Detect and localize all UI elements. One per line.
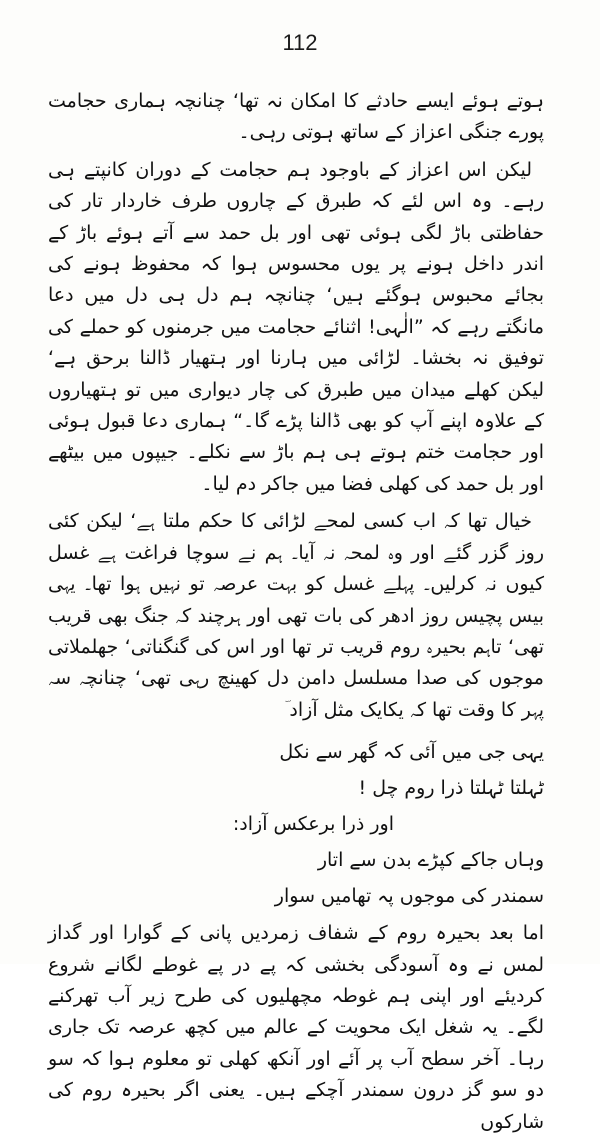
verse-block [48, 734, 544, 914]
page-body [48, 86, 544, 1144]
paragraph-3: خیال تھا کہ اب کسی لمحے لڑائی کا حکم ملتا ہے‘ لیکن کئی روز گزر گئے اور وہ لمحہ نہ آیا۔ ہم نے سوچا فراغت ہے غسل کیوں نہ کرلیں۔ پہلے غسل کو بہت عرصہ تو نہیں ہوا تھا۔ یہی بیس پچیس روز ادھر کی بات تھی اور ہرچند کہ جنگ بھی قریب تھی‘ تاہم بحیرہ روم قریب تر تھا اور اس کی گنگناتی‘ جھلملاتی موجوں کی صدا مسلسل دامن دل کھینچ رہی تھی‘ چنانچہ سہ پہر کا وقت تھا کہ یکایک مثل آزاد ؔ [48, 510, 544, 721]
verse-line-1: یہی جی میں آئی کہ گھر سے نکل [279, 741, 544, 764]
verse-intro: اور ذرا برعکس آزاد: [232, 813, 394, 836]
verse-line-3: وہاں جاکے کپڑے بدن سے اتار [317, 849, 544, 872]
verse-line-2: ٹہلتا ٹہلتا ذرا روم چل ! [358, 777, 544, 800]
closing-paragraph: اما بعد بحیرہ روم کے شفاف زمردیں پانی کے گوارا اور گداز لمس نے وہ آسودگی بخشی کہ پے در پے غوطے لگانے شروع کردیئے اور اپنی ہم غوطہ مچھلیوں کی طرح زیر آب تھرکنے لگے۔ یہ شغل ایک محویت کے عالم میں کچھ عرصہ تک جاری رہا۔ آخر سطح آب پر آئے اور آنکھ کھلی تو معلوم ہوا کہ سو دو سو گز درون سمندر آچکے ہیں۔ یعنی اگر بحیرہ روم کی شارکوں [48, 922, 544, 1133]
paragraph-2: لیکن اس اعزاز کے باوجود ہم حجامت کے دوران کانپتے ہی رہے۔ وہ اس لئے کہ طبرق کے چاروں طرف خاردار تار کی حفاظتی باڑ لگی ہوئی تھی اور بل حمد سے آتے ہوئے باڑ کے اندر داخل ہونے پر یوں محسوس ہوا کہ محفوظ ہونے کی بجائے محبوس ہوگئے ہیں‘ چنانچہ ہم دل ہی دل میں دعا مانگتے رہے کہ ”الٰہی! اثنائے حجامت میں جرمنوں کو حملے کی توفیق نہ بخشا۔ لڑائی میں ہارنا اور ہتھیار ڈالنا برحق ہے‘ لیکن کھلے میدان میں طبرق کی چار دیواری میں تو ہتھیاروں کے علاوہ اپنے آپ کو بھی ڈالنا پڑے گا۔“ ہماری دعا قبول ہوئی اور حجامت ختم ہوتے ہی ہم باڑ سے نکلے۔ جیپوں میں بیٹھے اور بل حمد کی کھلی فضا میں جاکر دم لیا۔ [48, 158, 544, 495]
verse-line-4: سمندر کی موجوں پہ تھامیں سوار [274, 885, 544, 908]
paragraph-1: ہوتے ہوئے ایسے حادثے کا امکان نہ تھا‘ چنانچہ ہماری حجامت پورے جنگی اعزاز کے ساتھ ہوتی رہی۔ [48, 90, 544, 144]
page-number: 112 [282, 30, 318, 55]
